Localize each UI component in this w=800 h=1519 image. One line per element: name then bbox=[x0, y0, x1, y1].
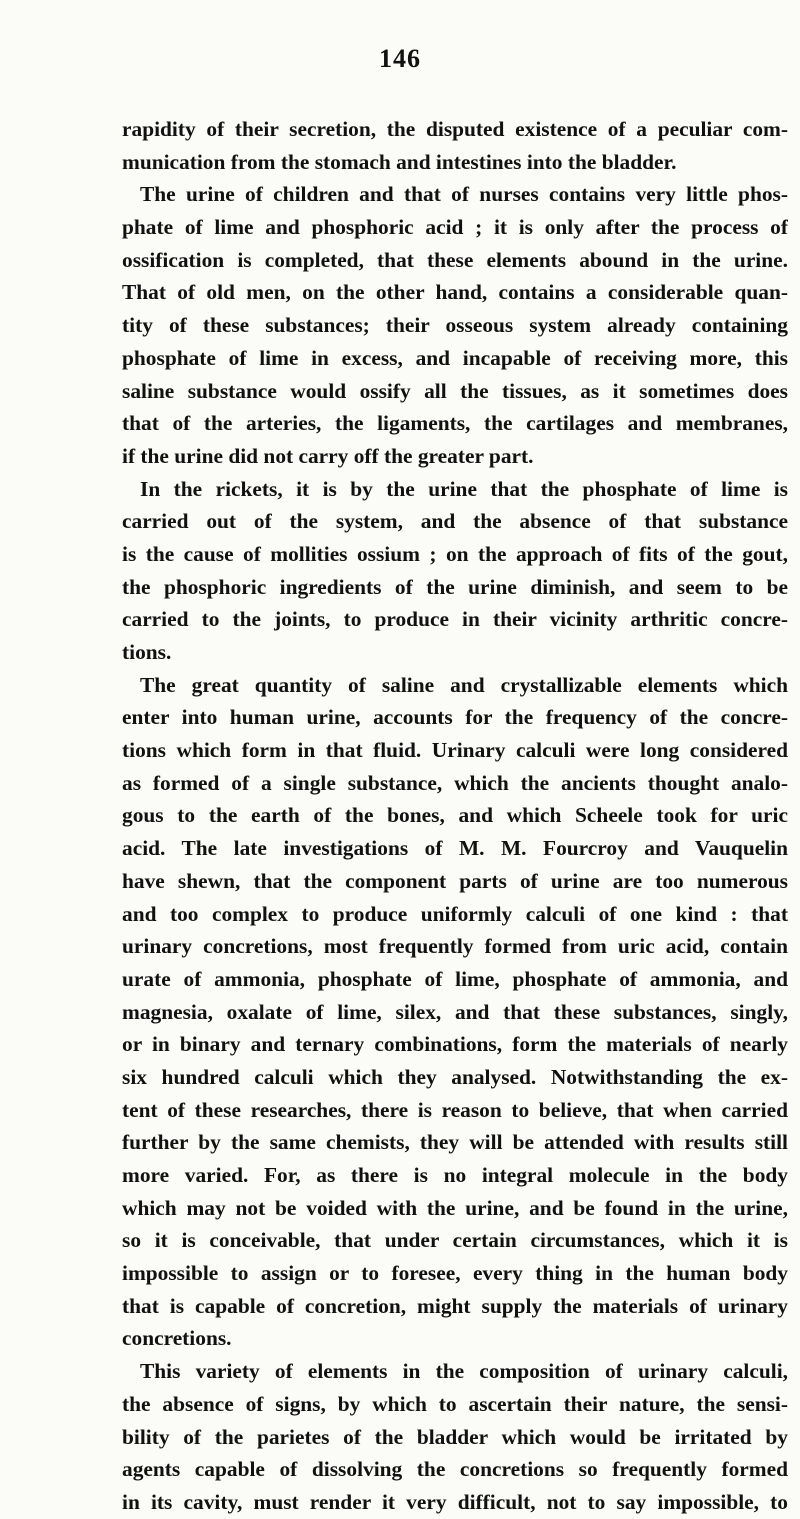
text-line: tions. bbox=[122, 640, 172, 664]
text-line: more varied. For, as there is no integral molecule in the body bbox=[122, 1163, 788, 1187]
text-line: urate of ammonia, phosphate of lime, phosphate of ammonia, and bbox=[122, 966, 788, 991]
text-line: phate of lime and phosphoric acid ; it is only after the process of bbox=[122, 215, 788, 240]
text-line: saline substance would ossify all the tissues, as it sometimes does bbox=[122, 378, 788, 403]
text-line: In the rickets, it is by the urine that the phosphate of lime is bbox=[140, 476, 788, 501]
text-line: the absence of signs, by which to ascertain their nature, the sensi- bbox=[122, 1391, 788, 1416]
text-line: acid. The late investigations of M. M. Fourcroy and Vauquelin bbox=[122, 836, 788, 861]
text-line: The urine of children and that of nurses contains very little phos- bbox=[140, 182, 788, 207]
text-line: concretions. bbox=[122, 1326, 232, 1351]
text-line: further by the same chemists, they will be attended with results still bbox=[122, 1130, 788, 1155]
text-line: impossible to assign or to foresee, every thing in the human body bbox=[122, 1261, 788, 1286]
text-line: agents capable of dissolving the concretions so frequently formed bbox=[122, 1457, 788, 1482]
text-line: so it is conceivable, that under certain circumstances, which it is bbox=[122, 1228, 788, 1253]
text-line: magnesia, oxalate of lime, silex, and that these substances, singly, bbox=[122, 999, 788, 1024]
text-line: in its cavity, must render it very difficult, not to say impossible, to bbox=[122, 1489, 788, 1514]
text-line: tity of these substances; their osseous system already containing bbox=[122, 313, 788, 338]
text-line: enter into human urine, accounts for the frequency of the concre- bbox=[122, 705, 788, 730]
text-line: The great quantity of saline and crystallizable elements which bbox=[140, 672, 788, 697]
text-line: rapidity of their secretion, the disputed existence of a peculiar com- bbox=[122, 117, 788, 141]
text-line: ossification is completed, that these elements abound in the urine. bbox=[122, 247, 788, 272]
text-line: urinary concretions, most frequently formed from uric acid, contain bbox=[122, 934, 788, 959]
body-text bbox=[122, 113, 788, 1519]
text-line: six hundred calculi which they analysed. Notwithstanding the ex- bbox=[122, 1064, 788, 1089]
text-line: gous to the earth of the bones, and which Scheele took for uric bbox=[122, 803, 788, 828]
text-line: tions which form in that fluid. Urinary calculi were long considered bbox=[122, 738, 788, 763]
text-line: carried out of the system, and the absence of that substance bbox=[122, 509, 788, 534]
text-line: tent of these researches, there is reason to believe, that when carried bbox=[122, 1097, 788, 1122]
text-line: the phosphoric ingredients of the urine diminish, and seem to be bbox=[122, 574, 788, 599]
text-line: is the cause of mollities ossium ; on the approach of fits of the gout, bbox=[122, 541, 788, 566]
text-line: have shewn, that the component parts of urine are too numerous bbox=[122, 868, 788, 893]
text-line: that is capable of concretion, might supply the materials of urinary bbox=[122, 1293, 788, 1318]
text-line: That of old men, on the other hand, contains a considerable quan- bbox=[122, 280, 788, 305]
text-line: if the urine did not carry off the greater part. bbox=[122, 443, 534, 468]
text-line: carried to the joints, to produce in their vicinity arthritic concre- bbox=[122, 607, 788, 632]
text-line: phosphate of lime in excess, and incapable of receiving more, this bbox=[122, 345, 788, 370]
page-number: 146 bbox=[379, 44, 421, 73]
text-line: This variety of elements in the composition of urinary calculi, bbox=[140, 1359, 788, 1384]
text-line: munication from the stomach and intestines into the bladder. bbox=[122, 149, 677, 174]
text-line: which may not be voided with the urine, and be found in the urine, bbox=[122, 1195, 788, 1220]
text-line: bility of the parietes of the bladder which would be irritated by bbox=[122, 1424, 788, 1449]
text-line: and too complex to produce uniformly calculi of one kind : that bbox=[122, 901, 788, 926]
text-line: as formed of a single substance, which the ancients thought analo- bbox=[122, 770, 788, 795]
text-line: or in binary and ternary combinations, form the materials of nearly bbox=[122, 1032, 788, 1057]
text-line: that of the arteries, the ligaments, the cartilages and membranes, bbox=[122, 411, 788, 436]
